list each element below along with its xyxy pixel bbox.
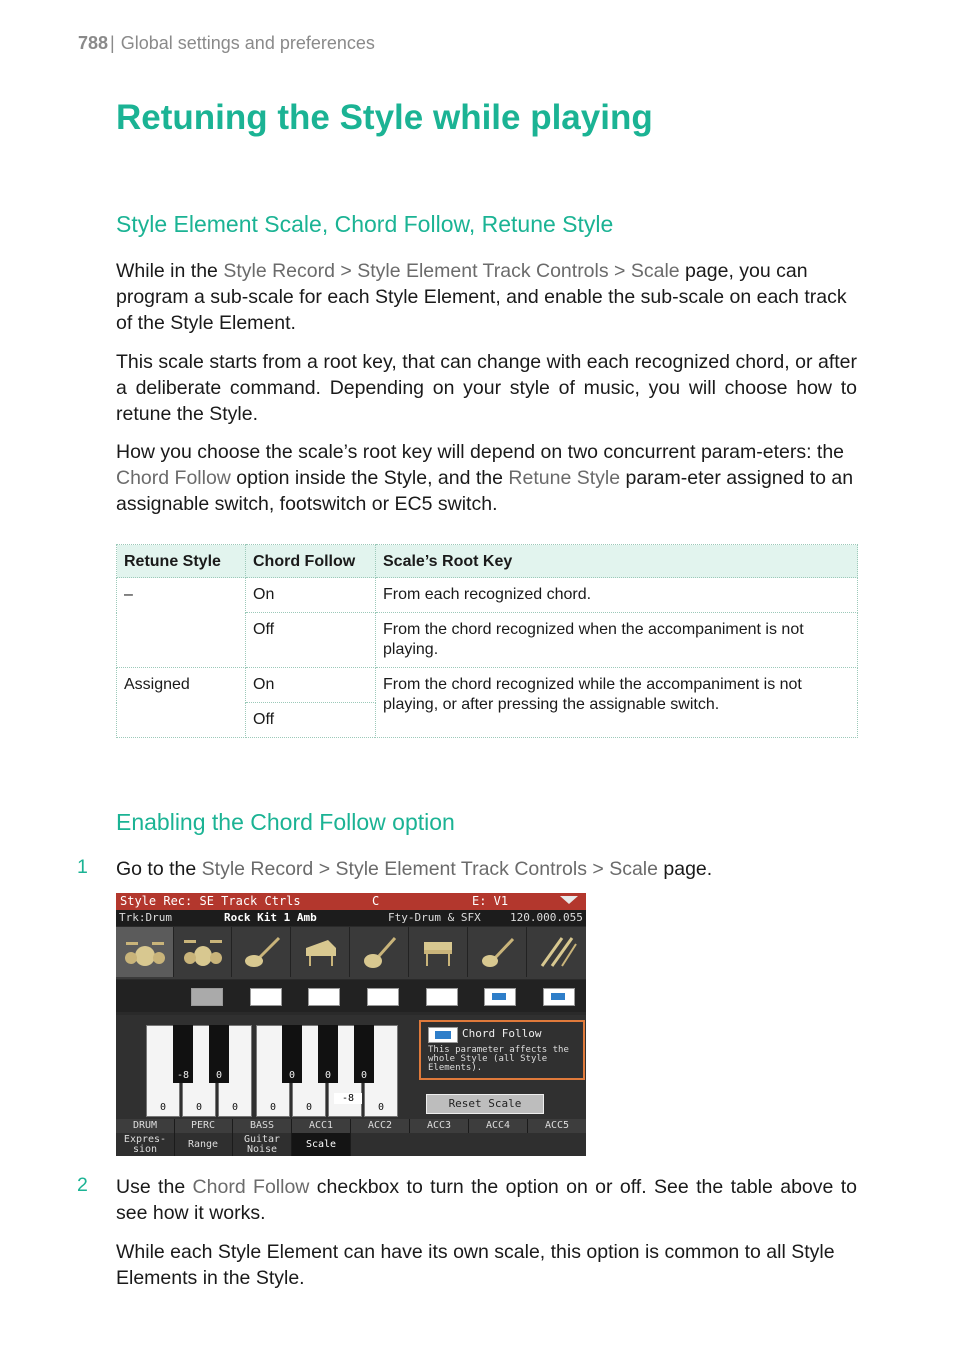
display-title-bar <box>116 893 586 910</box>
table-cell: On <box>246 668 376 703</box>
track-scale-checkboxes <box>116 980 586 1012</box>
page-title: Retuning the Style while playing <box>116 98 653 137</box>
scale-key[interactable]: 0 <box>218 1025 252 1117</box>
track-info-bar <box>116 910 586 926</box>
tab-perc[interactable]: PERC <box>174 1119 233 1133</box>
chord-follow-label: Chord Follow <box>462 1027 542 1040</box>
step-number: 1 <box>77 856 88 878</box>
chord-follow-panel <box>419 1020 585 1080</box>
track-label: Trk:Drum <box>119 911 172 924</box>
scale-editor <box>116 1015 586 1119</box>
table-row <box>117 578 858 613</box>
scale-checkbox[interactable] <box>543 988 575 1006</box>
track-tabs <box>116 1119 586 1133</box>
scale-checkbox[interactable] <box>250 988 282 1006</box>
scale-checkbox[interactable] <box>426 988 458 1006</box>
tab-scale[interactable]: Scale <box>292 1133 351 1156</box>
scale-checkbox[interactable] <box>308 988 340 1006</box>
table-cell: From the chord recognized while the accompaniment is not playing, or after pressing the assignable switch. <box>376 668 858 738</box>
scale-key[interactable]: 0 <box>292 1025 326 1117</box>
table-cell: Off <box>246 703 376 738</box>
scale-black-key[interactable]: 0 <box>282 1025 302 1083</box>
ui-path-style-record: Style Record <box>201 858 314 880</box>
acoustic-guitar-icon[interactable] <box>351 927 409 977</box>
table-cell: On <box>246 578 376 613</box>
step-number: 2 <box>77 1174 88 1196</box>
table-cell: From the chord recognized when the accompaniment is not playing. <box>376 613 858 668</box>
table-row <box>117 668 858 703</box>
chord-follow-checkbox[interactable] <box>428 1027 458 1043</box>
section-heading-scale: Style Element Scale, Chord Follow, Retune Style <box>116 211 614 237</box>
table-header: Chord Follow <box>246 545 376 578</box>
scale-value-selected[interactable]: -8 <box>334 1092 362 1106</box>
table-cell: Off <box>246 613 376 668</box>
step-1-text: Go to the Style Record > Style Element Track Controls > Scale page. <box>116 858 713 880</box>
percussion-icon[interactable] <box>174 927 232 977</box>
scale-black-key[interactable]: 0 <box>209 1025 229 1083</box>
paragraph-intro: While in the Style Record > Style Element Track Controls > Scale page, you can program a sub-scale for each Style Element, and enable the sub-scale on each track of the Style Element. <box>116 260 847 334</box>
tab-guitar-noise[interactable]: Guitar Noise <box>233 1133 292 1156</box>
menu-arrow-icon[interactable] <box>560 896 578 904</box>
table-cell: – <box>117 578 246 668</box>
table-cell: From each recognized chord. <box>376 578 858 613</box>
reset-scale-button[interactable]: Reset Scale <box>426 1094 544 1114</box>
section-heading-chord-follow: Enabling the Chord Follow option <box>116 809 455 835</box>
display-page-title: Style Rec: SE Track Ctrls <box>120 894 301 908</box>
tab-acc1[interactable]: ACC1 <box>292 1119 351 1133</box>
chord-follow-ref: Chord Follow <box>192 1176 310 1198</box>
display-screenshot <box>116 893 586 1156</box>
root-key-table <box>116 544 858 738</box>
scale-checkbox[interactable] <box>191 988 223 1006</box>
scale-key[interactable]: 0 <box>146 1025 180 1117</box>
retune-style-ref: Retune Style <box>508 467 621 489</box>
scale-key[interactable]: 0 <box>182 1025 216 1117</box>
tab-acc5[interactable]: ACC5 <box>544 1120 570 1131</box>
tab-acc3[interactable]: ACC3 <box>410 1119 469 1133</box>
page-tabs <box>116 1133 586 1156</box>
table-cell: Assigned <box>117 668 246 738</box>
header-section: Global settings and preferences <box>120 33 375 53</box>
bass-guitar-icon[interactable] <box>233 927 291 977</box>
scale-black-key[interactable]: 0 <box>318 1025 338 1083</box>
running-header <box>78 33 375 54</box>
track-icons-row <box>116 927 586 979</box>
table-header: Scale’s Root Key <box>376 545 858 578</box>
tab-acc4[interactable]: ACC4 <box>469 1119 528 1133</box>
ui-path-style-record: Style Record <box>223 260 335 282</box>
organ-icon[interactable] <box>410 927 468 977</box>
chord-follow-note: This parameter affects the whole Style (all Style Elements). <box>428 1045 569 1073</box>
piano-icon[interactable] <box>292 927 350 977</box>
ui-path-track-controls: Style Element Track Controls <box>335 858 587 880</box>
strings-icon[interactable] <box>528 927 585 977</box>
sound-category: Fty-Drum & SFX <box>388 911 481 924</box>
sound-name[interactable]: Rock Kit 1 Amb <box>224 911 317 924</box>
scale-checkbox[interactable] <box>484 988 516 1006</box>
display-element: E: V1 <box>472 894 509 908</box>
tab-bass[interactable]: BASS <box>233 1119 292 1133</box>
display-key: C <box>372 894 380 908</box>
paragraph-common-option: While each Style Element can have its own scale, this option is common to all Style Elements in the Style. <box>116 1241 835 1289</box>
header-separator: | <box>110 33 115 53</box>
drum-kit-icon[interactable] <box>116 927 174 977</box>
ui-path-scale: Scale <box>609 858 658 880</box>
chord-follow-ref: Chord Follow <box>116 467 231 489</box>
tab-acc2[interactable]: ACC2 <box>351 1119 410 1133</box>
scale-checkbox[interactable] <box>367 988 399 1006</box>
tab-drum[interactable]: DRUM <box>116 1119 175 1133</box>
table-header: Retune Style <box>117 545 246 578</box>
ui-path-track-controls: Style Element Track Controls <box>357 260 609 282</box>
sound-bank: 120.000.055 <box>510 911 583 924</box>
tab-expression[interactable]: Expres- sion <box>116 1133 175 1156</box>
table-header-row <box>117 545 858 578</box>
scale-key[interactable]: 0 <box>364 1025 398 1117</box>
paragraph-parameters: How you choose the scale’s root key will depend on two concurrent param-eters: the Chord Follow option inside the Style, and the Retune Style param-eter assigned to an assignable switch, footswitch or EC5 switch. <box>116 441 854 515</box>
step-2-text: Use the Chord Follow checkbox to turn the option on or off. See the table above to see how it works. <box>116 1176 857 1224</box>
scale-key[interactable]: 0 <box>256 1025 290 1117</box>
tab-range[interactable]: Range <box>174 1133 233 1156</box>
page-number: 788 <box>78 33 109 53</box>
electric-guitar-icon[interactable] <box>469 927 527 977</box>
ui-path-scale: Scale <box>630 260 680 282</box>
scale-black-key[interactable]: -8 <box>173 1025 193 1083</box>
paragraph-root-key: This scale starts from a root key, that can change with each recognized chord, or after a deliberate command. Depending on your style of music, you will choose how to retune the Style. <box>116 351 857 425</box>
scale-black-key[interactable]: 0 <box>354 1025 374 1083</box>
